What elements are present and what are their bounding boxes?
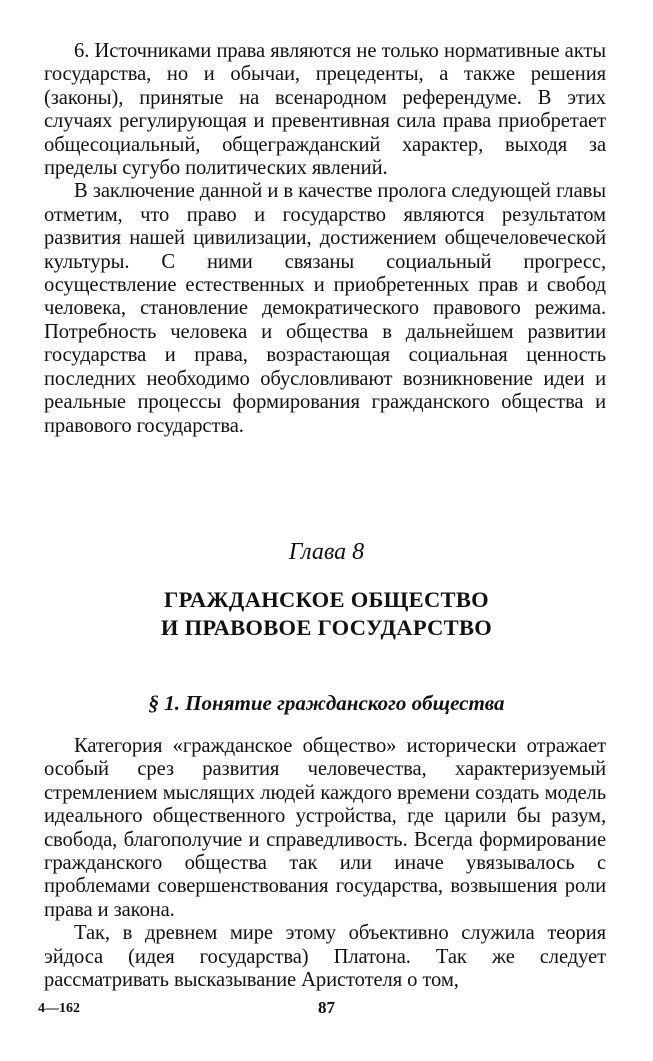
chapter-title — [0, 586, 653, 642]
page-number: 87 — [318, 998, 335, 1017]
paragraph-ancient-world: Так, в древнем мире этому объективно служила теория эйдоса (идея государства) Платона. Так же следует рассматривать высказывание Аристотеля о том, — [44, 922, 606, 992]
paragraph-sources-of-law: 6. Источниками права являются не только нормативные акты государства, но и обычаи, прецеденты, а также решения (законы), принятые на всенародном референдуме. В этих случаях регулирующая и превентивная сила права приобретает общесоциальный, общегражданский характер, выходя за пределы сугубо политических явлений. — [44, 40, 606, 180]
chapter-label: Глава 8 — [288, 539, 365, 565]
signature-mark: 4—162 — [38, 1001, 80, 1016]
chapter-title-line-1: ГРАЖДАНСКОЕ ОБЩЕСТВО — [164, 587, 489, 612]
bottom-text-block — [44, 735, 606, 992]
paragraph-conclusion: В заключение данной и в качестве пролога следующей главы отметим, что право и государство являются результатом развития нашей цивилизации, достижением общечеловеческой культуры. С ними связаны социальный прогресс, осуществление естественных и приобретенных прав и свобод человека, становление демократического правового режима. Потребность человека и общества в дальнейшем развитии государства и права, возрастающая социальная ценность последних необходимо обусловливают возникновение идеи и реальные процессы формирования гражданского общества и правового государства. — [44, 180, 606, 437]
top-text-block — [44, 40, 606, 438]
paragraph-civil-society-category: Категория «гражданское общество» исторически отражает особый срез развития человечества, характеризуемый стремлением мыслящих людей каждого времени создать модель идеального общественного устройства, где царили бы разум, свобода, благополучие и справедливость. Всегда формирование гражданского общества так или иначе увязывалось с проблемами совершенствования государства, возвышения роли права и закона. — [44, 735, 606, 921]
chapter-title-line-2: И ПРАВОВОЕ ГОСУДАРСТВО — [160, 615, 493, 640]
section-heading: § 1. Понятие гражданского общества — [148, 691, 505, 715]
